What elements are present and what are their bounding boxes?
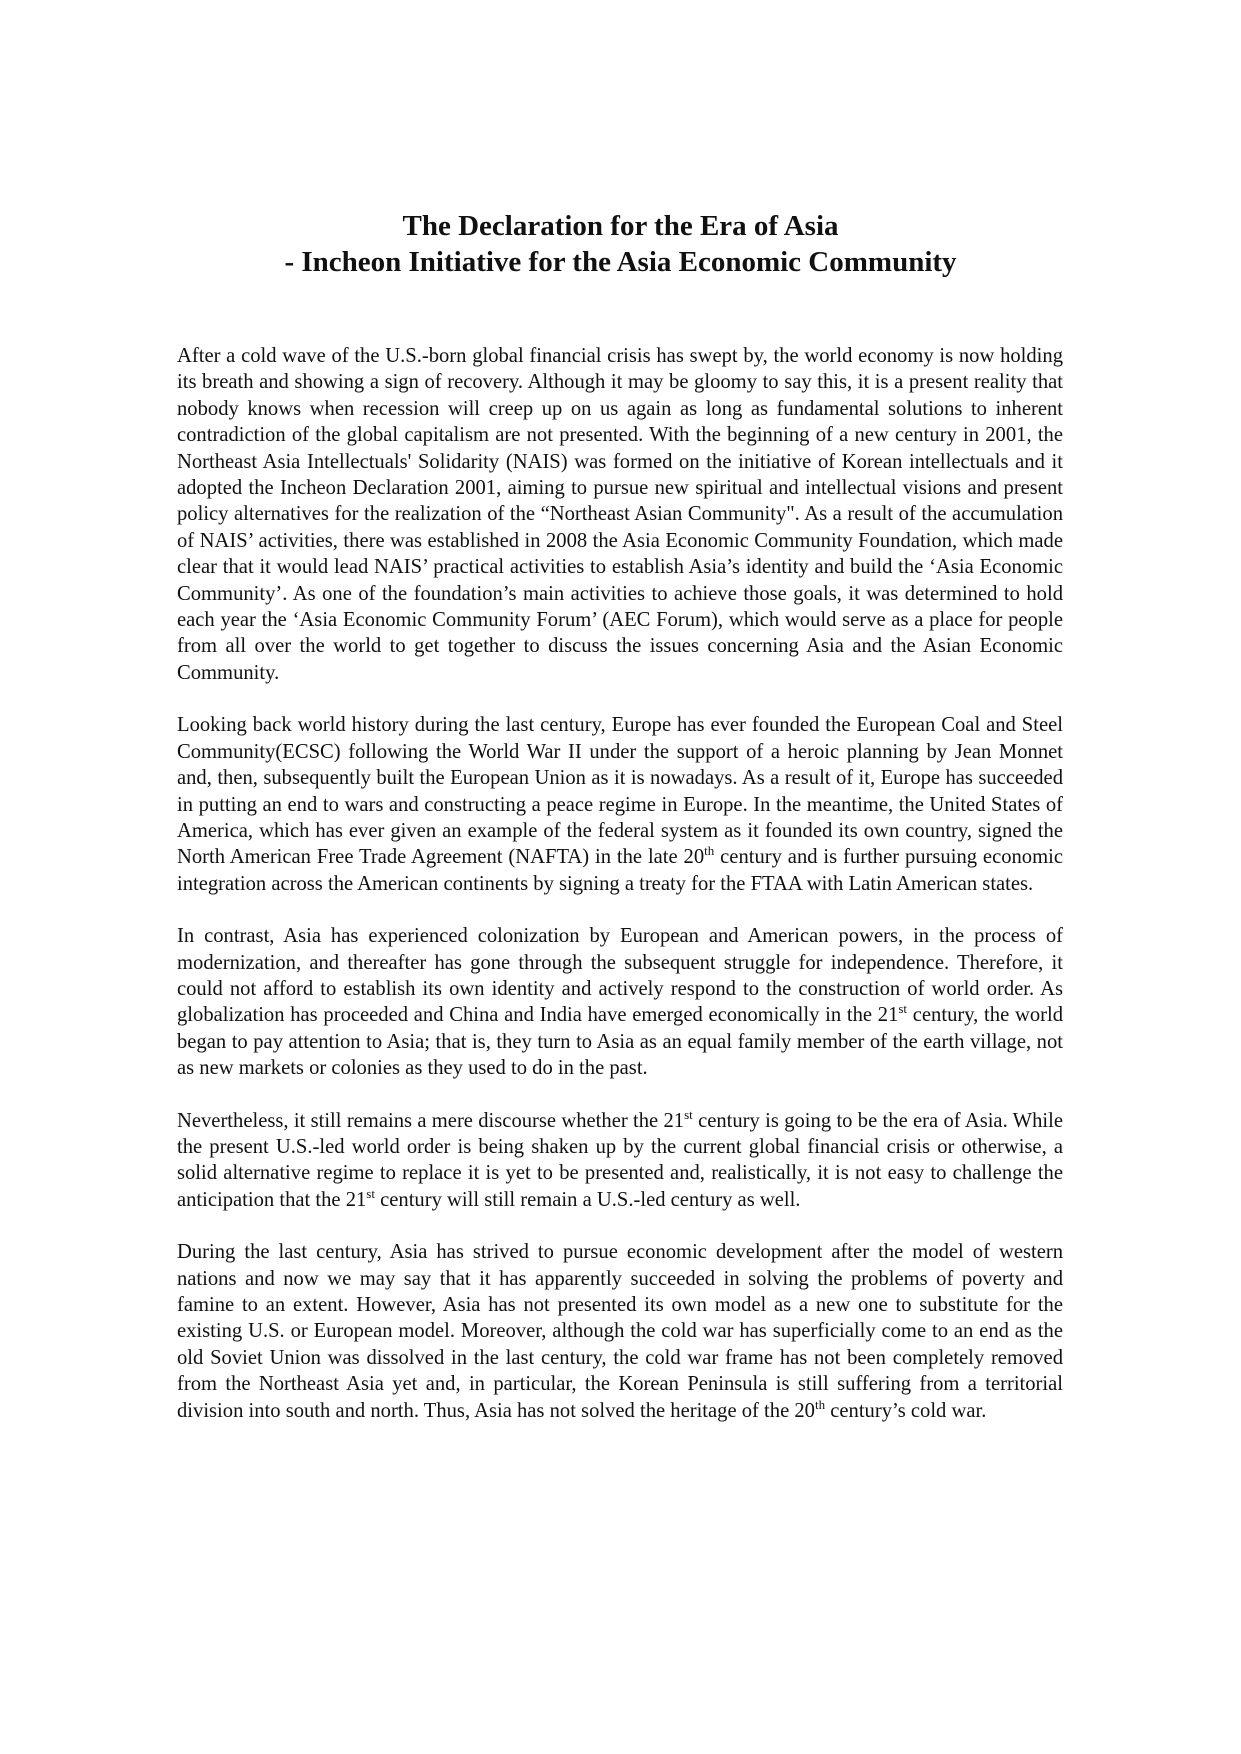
- ordinal-superscript: th: [704, 843, 715, 859]
- paragraph-p1: [177, 343, 1063, 686]
- paragraph-p4: [177, 1108, 1063, 1214]
- paragraph-text: After a cold wave of the U.S.-born global financial crisis has swept by, the world economy is now holding its breath and showing a sign of recovery. Although it may be gloomy to say this, it is a present reality that nobody knows when recession will creep up on us again as long as fundamental solutions to inherent contradiction of the global capitalism are not presented. With the beginning of a new century in 2001, the Northeast Asia Intellectuals' Solidarity (NAIS) was formed on the initiative of Korean intellectuals and it adopted the Incheon Declaration 2001, aiming to pursue new spiritual and intellectual visions and present policy alternatives for the realization of the “Northeast Asian Community". As a result of the accumulation of NAIS’ activities, there was established in 2008 the Asia Economic Community Foundation, which made clear that it would lead NAIS’ practical activities to establish Asia’s identity and build the ‘Asia Economic Community’. As one of the foundation’s main activities to achieve those goals, it was determined to hold each year the ‘Asia Economic Community Forum’ (AEC Forum), which would serve as a place for people from all over the world to get together to discuss the issues concerning Asia and the Asian Economic Community.: [177, 345, 1063, 684]
- paragraph-text: During the last century, Asia has strived to pursue economic development after the model of western nations and now we may say that it has apparently succeeded in solving the problems of poverty and famine to an extent. However, Asia has not presented its own model as a new one to substitute for the existing U.S. or European model. Moreover, although the cold war has superficially come to an end as the old Soviet Union was dissolved in the last century, the cold war frame has not been completely removed from the Northeast Asia yet and, in particular, the Korean Peninsula is still suffering from a territorial division into south and north. Thus, Asia has not solved the heritage of the 20: [177, 1241, 1063, 1422]
- paragraph-text: In contrast, Asia has experienced colonization by European and American powers, in the process of modernization, and thereafter has gone through the subsequent struggle for independence. Therefore, it could not afford to establish its own identity and actively respond to the construction of world order. As globalization has proceeded and China and India have emerged economically in the 21: [177, 925, 1063, 1027]
- paragraph-p5: [177, 1239, 1063, 1424]
- ordinal-superscript: st: [684, 1106, 693, 1122]
- paragraph-p2: [177, 712, 1063, 897]
- document-body: [177, 343, 1063, 1424]
- title-line-2: - Incheon Initiative for the Asia Economic Community: [284, 246, 957, 278]
- ordinal-superscript: st: [898, 1001, 908, 1017]
- title-line-1: The Declaration for the Era of Asia: [402, 210, 839, 242]
- ordinal-superscript: th: [814, 1396, 826, 1412]
- document-title: [0, 208, 1241, 280]
- paragraph-text: century will still remain a U.S.-led century as well.: [374, 1188, 801, 1211]
- paragraph-text: century and is further pursuing economic integration across the American continents by signing a treaty for the FTAA with Latin American states.: [177, 846, 1063, 895]
- ordinal-superscript: st: [366, 1185, 375, 1201]
- paragraph-text: century’s cold war.: [825, 1399, 987, 1422]
- paragraph-text: century, the world began to pay attention to Asia; that is, they turn to Asia as an equal family member of the earth village, not as new markets or colonies as they used to do in the past.: [177, 1004, 1063, 1080]
- paragraph-text: Looking back world history during the last century, Europe has ever founded the European Coal and Steel Community(ECSC) following the World War II under the support of a heroic planning by Jean Monnet and, then, subsequently built the European Union as it is nowadays. As a result of it, Europe has succeeded in putting an end to wars and constructing a peace regime in Europe. In the meantime, the United States of America, which has ever given an example of the federal system as it founded its own country, signed the North American Free Trade Agreement (NAFTA) in the late 20: [177, 714, 1063, 869]
- paragraph-p3: [177, 923, 1063, 1081]
- paragraph-text: century is going to be the era of Asia. While the present U.S.-led world order is being shaken up by the current global financial crisis or otherwise, a solid alternative regime to replace it is yet to be presented and, realistically, it is not easy to challenge the anticipation that the 21: [177, 1109, 1063, 1211]
- paragraph-text: Nevertheless, it still remains a mere discourse whether the 21: [177, 1109, 685, 1132]
